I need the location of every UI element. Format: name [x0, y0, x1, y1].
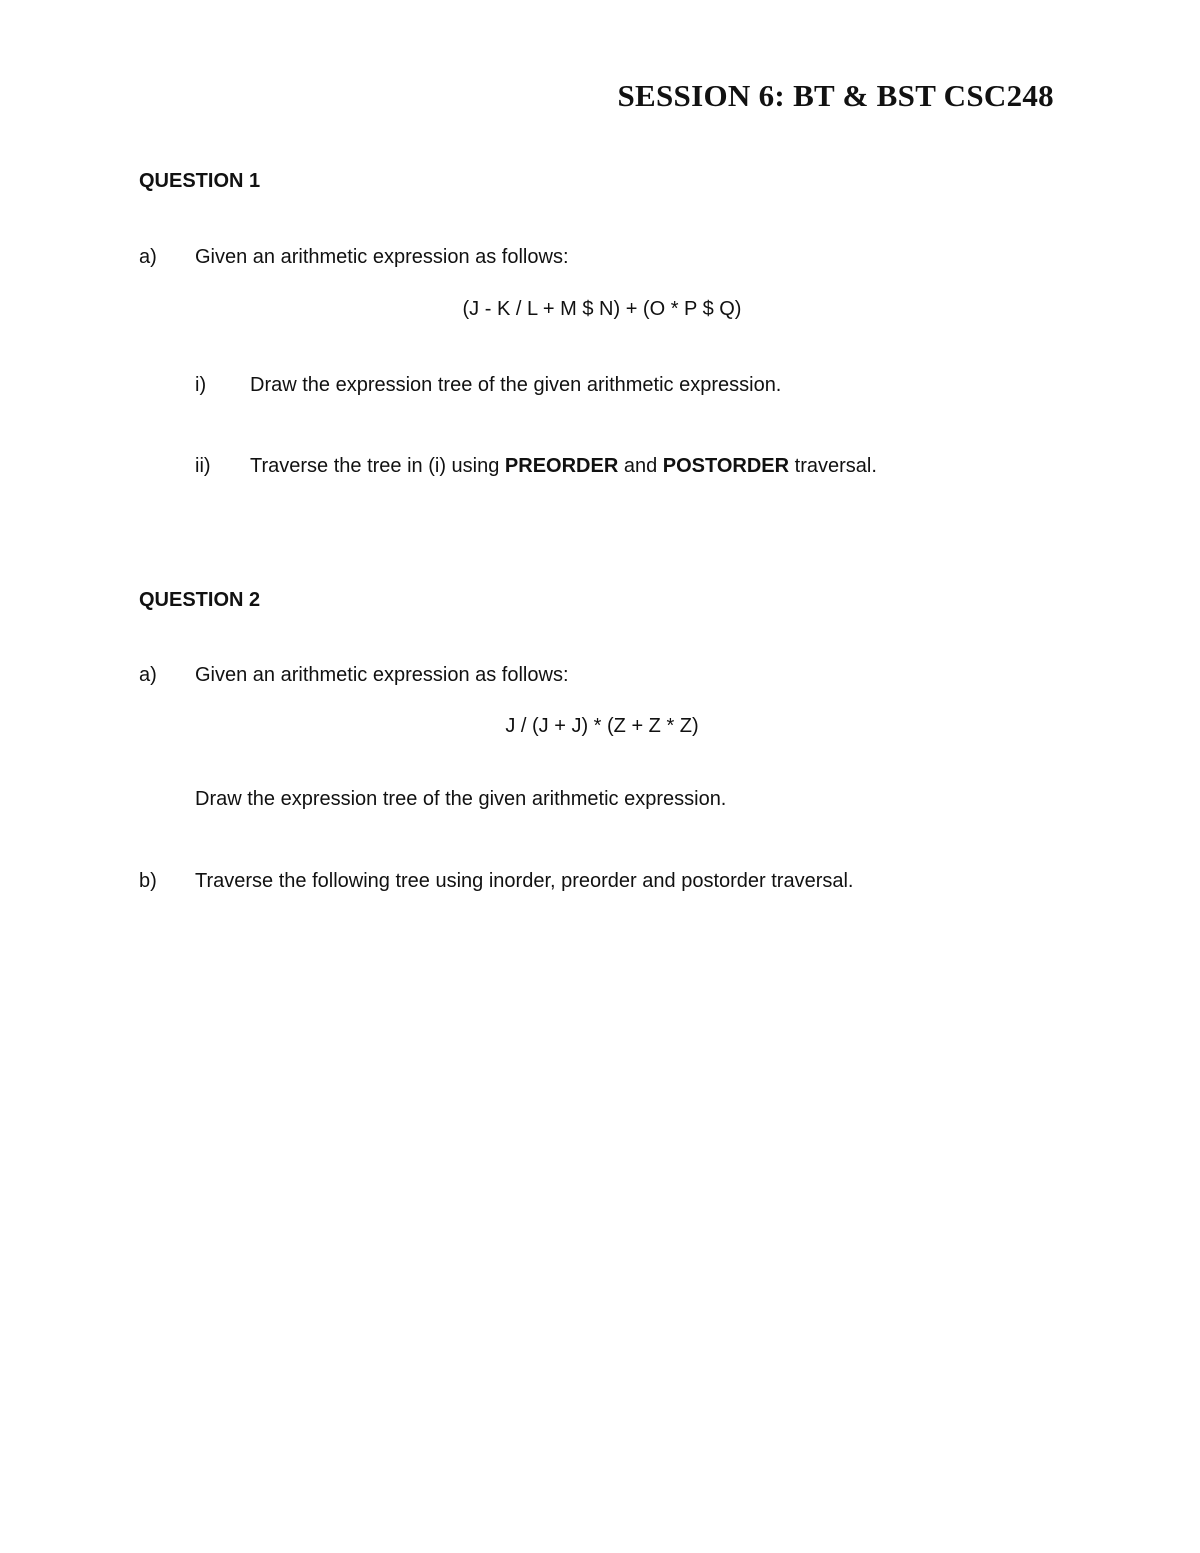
q1-expression: (J - K / L + M $ N) + (O * P $ Q) [462, 298, 742, 320]
q1-sub-ii-marker: ii) [195, 455, 211, 477]
q1-sub-ii-text-part-2: and [618, 455, 663, 477]
q1-postorder-keyword: POSTORDER [662, 455, 790, 477]
q1-sub-ii-text [250, 455, 877, 478]
q1-part-a-text: Given an arithmetic expression as follows: [195, 246, 569, 268]
q1-part-a-marker: a) [139, 246, 157, 268]
q1-sub-i-marker: i) [195, 374, 207, 396]
question-1-heading: QUESTION 1 [139, 170, 261, 192]
q2-draw-instruction: Draw the expression tree of the given arithmetic expression. [195, 788, 727, 810]
q1-sub-ii-text-part-3: traversal. [789, 455, 877, 477]
document-title: SESSION 6: BT & BST CSC248 [617, 78, 1054, 113]
q2-expression: J / (J + J) * (Z + Z * Z) [505, 715, 699, 737]
q1-sub-ii-text-part-1: Traverse the tree in (i) using [250, 455, 505, 477]
q2-part-b-text: Traverse the following tree using inorder, preorder and postorder traversal. [195, 870, 854, 892]
q2-part-a-text: Given an arithmetic expression as follows: [195, 664, 569, 686]
question-2-heading: QUESTION 2 [139, 589, 261, 611]
q1-sub-i-text: Draw the expression tree of the given arithmetic expression. [250, 374, 782, 396]
q1-preorder-keyword: PREORDER [504, 455, 619, 477]
q2-part-b-marker: b) [139, 870, 157, 892]
q2-part-a-marker: a) [139, 664, 157, 686]
